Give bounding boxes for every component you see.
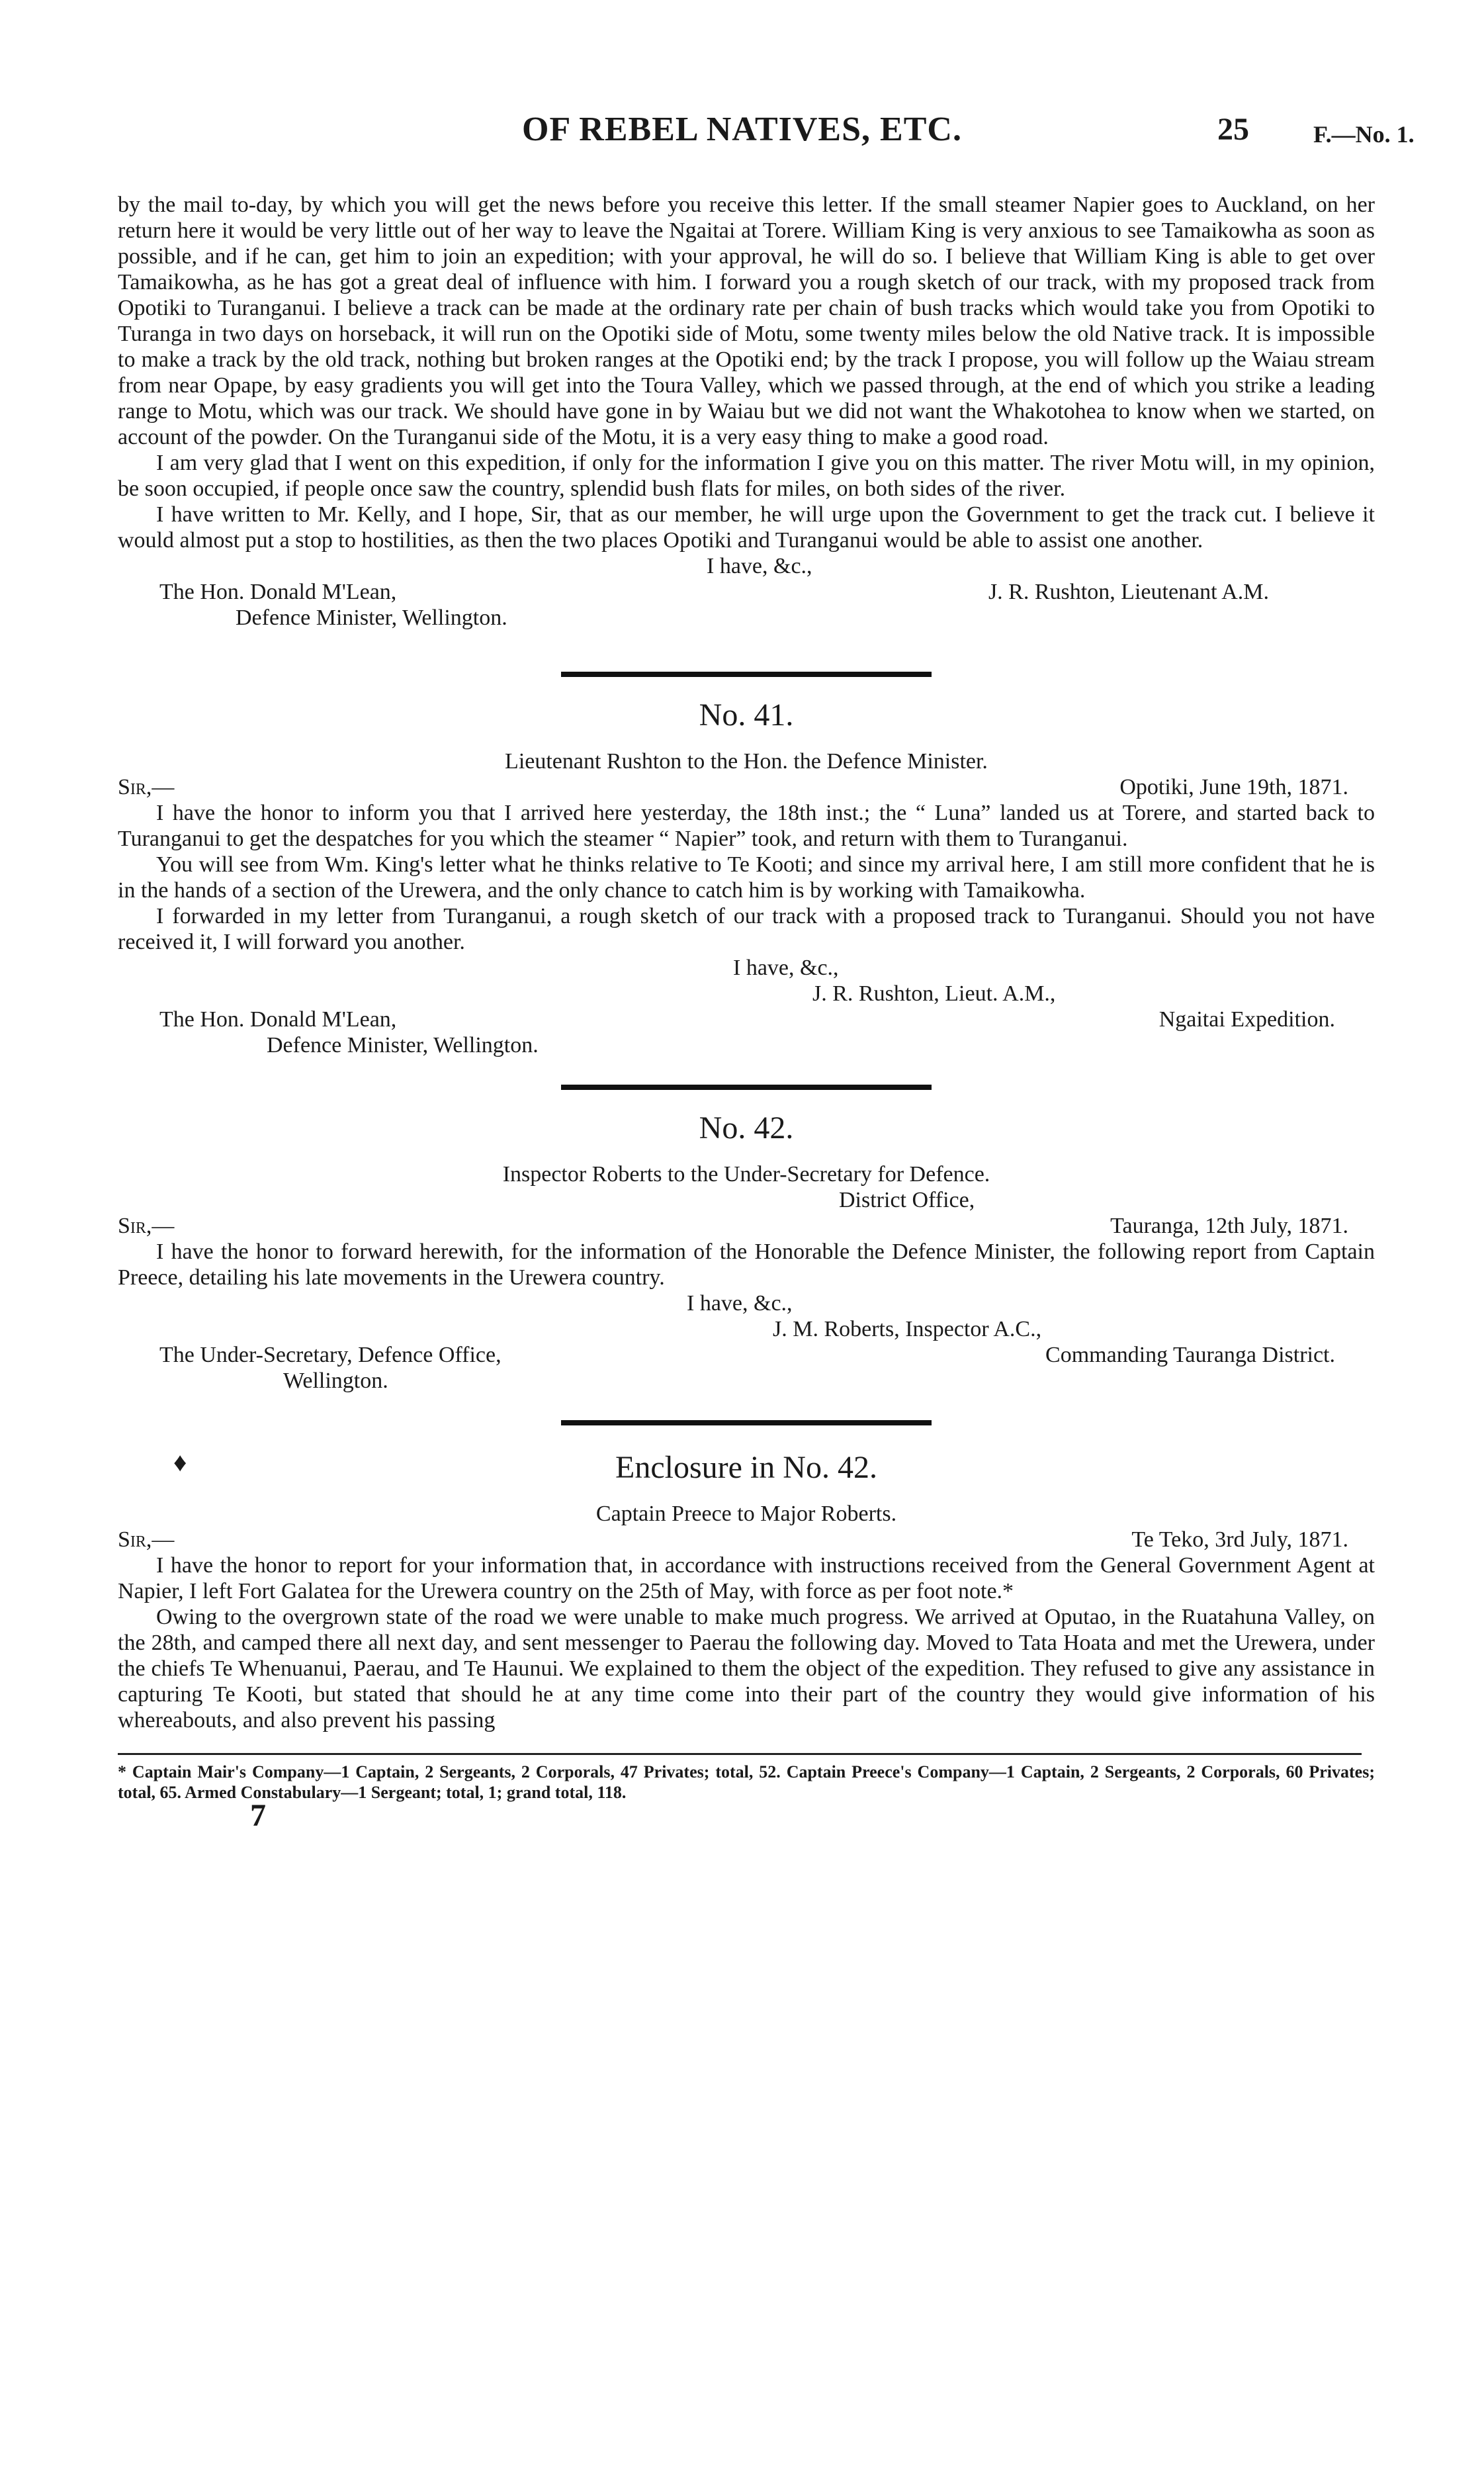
section-divider — [561, 1420, 932, 1425]
letter-42 — [118, 1110, 1375, 1394]
closing-formula: I have, &c., — [733, 956, 839, 980]
running-head — [0, 111, 1484, 156]
printer-mark: ♦ — [173, 1447, 187, 1477]
signature: J. R. Rushton, Lieut. A.M., — [812, 981, 1056, 1006]
salutation: Sir,— — [118, 1527, 175, 1552]
closing-formula: I have, &c., — [707, 554, 812, 578]
salutation-row — [118, 1527, 1375, 1552]
page-number: 25 — [1217, 112, 1249, 147]
paragraph: You will see from Wm. King's letter what he thinks relative to Te Kooti; and since my arrival here, I am still more confident that he is in the hands of a section of the Urewera, and the only chance to catch him is by working with Tamaikowha. — [118, 852, 1375, 903]
signature-row — [118, 579, 1375, 605]
paragraph: I am very glad that I went on this expedition, if only for the information I give you on this matter. The river Motu will, in my opinion, be soon occupied, if people once saw the country, splendid bush flats for miles, on both sides of the river. — [118, 451, 1375, 501]
signature: J. M. Roberts, Inspector A.C., — [773, 1317, 1042, 1341]
place-date: Te Teko, 3rd July, 1871. — [1131, 1527, 1348, 1552]
paragraph: I have the honor to report for your information that, in accordance with instructions received from the General Government Agent at Napier, I left Fort Galatea for the Urewera country on the 25th of May, with force as per foot note.* — [118, 1553, 1375, 1603]
paragraph: I have the honor to inform you that I arrived here yesterday, the 18th inst.; the “ Luna” landed us at Torere, and started back to Turanganui to get the despatches for you which the steamer “ Napier” took, and return with them to Turanganui. — [118, 801, 1375, 851]
signature-title: Commanding Tauranga District. — [1045, 1343, 1335, 1367]
document-reference: F.—No. 1. — [1313, 121, 1415, 148]
signature-row — [118, 1342, 1375, 1368]
salutation: Sir,— — [118, 775, 175, 799]
signature: J. R. Rushton, Lieutenant A.M. — [988, 580, 1269, 604]
signature-row — [118, 1007, 1375, 1032]
addressee: The Under-Secretary, Defence Office, — [159, 1343, 502, 1367]
enclosure-heading: Enclosure in No. 42. — [615, 1450, 877, 1485]
enclosure — [118, 1449, 1375, 1733]
paragraph: Owing to the overgrown state of the road we were unable to make much progress. We arrived at Oputao, in the Ruatahuna Valley, on the 28th, and camped there all next day, and sent messenger to Paerau the following day. Moved to Tata Hoata and met the Urewera, under the chiefs Te Whenuanui, Paerau, and Te Haunui. We explained to them the object of the expedition. They refused to give any assistance in capturing Te Kooti, but stated that should he at any time come into their part of the country they would give information of his whereabouts, and also prevent his passing — [118, 1605, 1375, 1732]
section-divider — [561, 672, 932, 677]
place-date: Tauranga, 12th July, 1871. — [1110, 1214, 1348, 1238]
paragraph: I have written to Mr. Kelly, and I hope, Sir, that as our member, he will urge upon the Government to get the track cut. I believe it would almost put a stop to hostilities, as then the two places Opotiki and Turanganui would be able to assist one another. — [118, 502, 1375, 553]
paragraph: I have the honor to forward herewith, for the information of the Honorable the Defence Minister, the following report from Captain Preece, detailing his late movements in the Urewera country. — [118, 1239, 1375, 1290]
letter-subheading: Lieutenant Rushton to the Hon. the Defence Minister. — [505, 749, 988, 774]
page-body — [118, 192, 1375, 1833]
paragraph: I forwarded in my letter from Turanganui, a rough sketch of our track with a proposed track to Turanganui. Should you not have received it, I will forward you another. — [118, 904, 1375, 954]
place-date: Opotiki, June 19th, 1871. — [1119, 775, 1348, 799]
salutation: Sir,— — [118, 1214, 175, 1238]
page-title: OF REBEL NATIVES, ETC. — [522, 111, 962, 148]
letter-heading: No. 41. — [699, 697, 794, 733]
footnote: * Captain Mair's Company—1 Captain, 2 Sergeants, 2 Corporals, 47 Privates; total, 52. Captain Preece's Company—1 Captain, 2 Sergeants, 2 Corporals, 60 Privates; total, 65. Armed Constabulary—1 Sergeant; total, 1; grand total, 118. — [118, 1762, 1375, 1802]
addressee-title: Wellington. — [283, 1369, 388, 1393]
signature-title: Ngaitai Expedition. — [1158, 1007, 1335, 1032]
addressee-title: Defence Minister, Wellington. — [267, 1033, 539, 1057]
salutation-row — [118, 774, 1375, 800]
letter-40-continued — [118, 192, 1375, 631]
salutation-row — [118, 1213, 1375, 1239]
letter-subheading: Inspector Roberts to the Under-Secretary for Defence. — [502, 1162, 990, 1187]
enclosure-subheading: Captain Preece to Major Roberts. — [595, 1502, 897, 1526]
section-divider — [561, 1085, 932, 1090]
closing-formula: I have, &c., — [687, 1291, 793, 1316]
addressee-title: Defence Minister, Wellington. — [236, 606, 507, 630]
printer-signature-mark: 7 — [250, 1798, 266, 1833]
addressee: The Hon. Donald M'Lean, — [159, 580, 397, 604]
letter-heading: No. 42. — [699, 1110, 794, 1146]
place: District Office, — [839, 1188, 975, 1212]
letter-41 — [118, 697, 1375, 1058]
paragraph: by the mail to-day, by which you will get the news before you receive this letter. If the small steamer Napier goes to Auckland, on her return here it would be very little out of her way to leave the Ngaitai at Torere. William King is very anxious to see Tamaikowha as soon as possible, and if he can, get him to join an expedition; with your approval, he will do so. I believe that William King is able to get over Tamaikowha, as he has got a great deal of influence with him. I forward you a rough sketch of our track, with my proposed track from Opotiki to Turanganui. I believe a track can be made at the ordinary rate per chain of bush tracks which would take you from Opotiki to Turanga in two days on horseback, it will run on the Opotiki side of Motu, some twenty miles below the old Native track. It is impossible to make a track by the old track, nothing but broken ranges at the Opotiki end; by the track I propose, you will follow up the Waiau stream from near Opape, by easy gradients you will get into the Toura Valley, which we passed through, at the end of which you strike a leading range to Motu, which was our track. We should have gone in by Waiau but we did not want the Whakotohea to know when we started, on account of the powder. On the Turanganui side of the Motu, it is a very easy thing to make a good road. — [118, 193, 1375, 449]
addressee: The Hon. Donald M'Lean, — [159, 1007, 397, 1032]
